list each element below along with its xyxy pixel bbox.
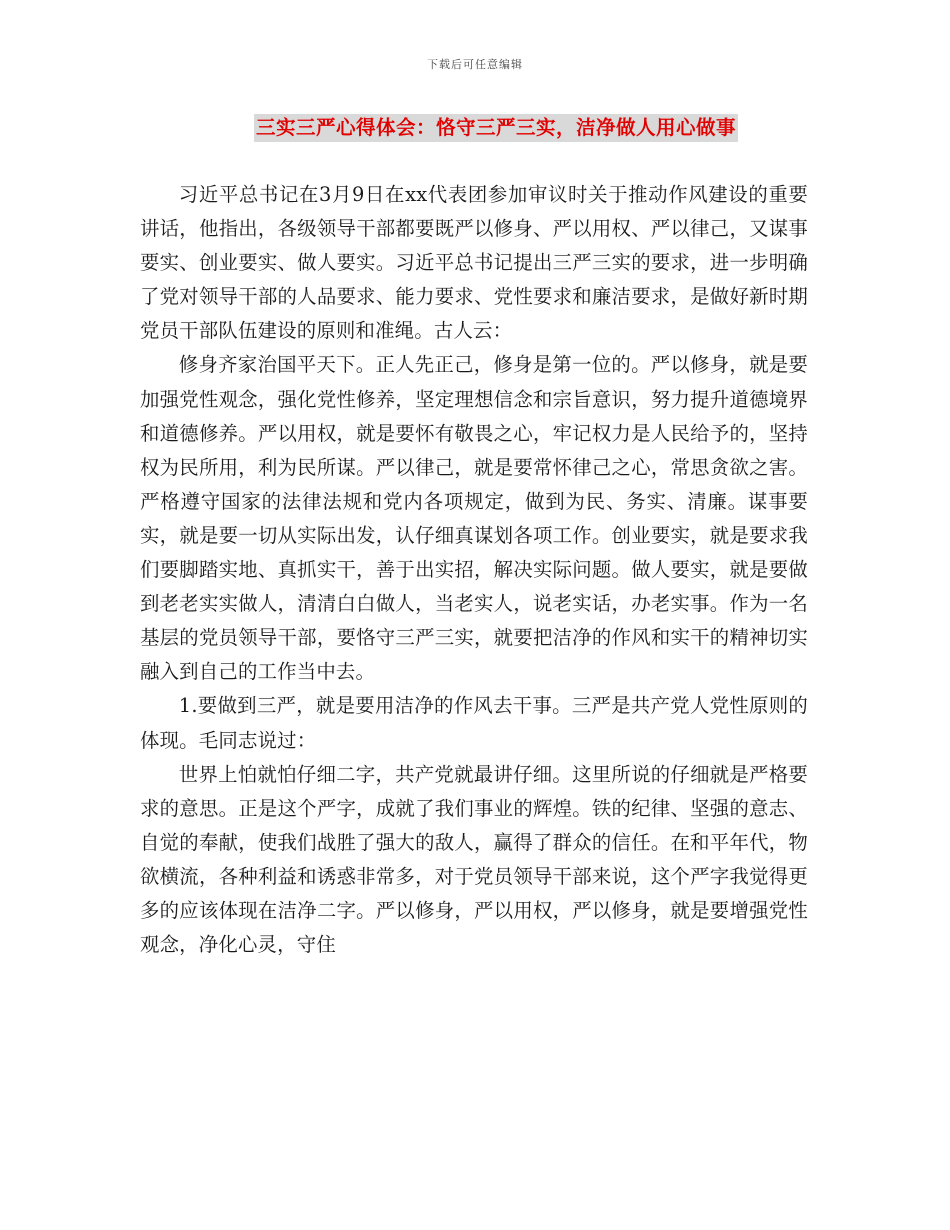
paragraph-1: 习近平总书记在3月9日在xx代表团参加审议时关于推动作风建设的重要讲话，他指出，各级领导干部都要既严以修身、严以用权、严以律己，又谋事要实、创业要实、做人要实。习近平总书记提出三严三实的要求，进一步明确了党对领导干部的人品要求、能力要求、党性要求和廉洁要求，是做好新时期党员干部队伍建设的原则和准绳。古人云： [140,183,808,343]
paragraph-2: 修身齐家治国平天下。正人先正己，修身是第一位的。严以修身，就是要加强党性观念，强化党性修养，坚定理想信念和宗旨意识，努力提升道德境界和道德修养。严以用权，就是要怀有敬畏之心，牢记权力是人民给予的，坚持权为民所用，利为民所谋。严以律己，就是要常怀律己之心，常思贪欲之害。严格遵守国家的法律法规和党内各项规定，做到为民、务实、清廉。谋事要实，就是要一切从实际出发，认仔细真谋划各项工作。创业要实，就是要求我们要脚踏实地、真抓实干，善于出实招，解决实际问题。做人要实，就是要做到老老实实做人，清清白白做人，当老实人，说老实话，办老实事。作为一名基层的党员领导干部，要恪守三严三实，就要把洁净的作风和实干的精神切实融入到自己的工作当中去。 [140,353,808,684]
paragraph-4: 世界上怕就怕仔细二字，共产党就最讲仔细。这里所说的仔细就是严格要求的意思。正是这个严字，成就了我们事业的辉煌。铁的纪律、坚强的意志、自觉的奉献，使我们战胜了强大的敌人，赢得了群众的信任。在和平年代，物欲横流，各种利益和诱惑非常多，对于党员领导干部来说，这个严字我觉得更多的应该体现在洁净二字。严以修身，严以用权，严以修身，就是要增强党性观念，净化心灵，守住 [140,762,808,957]
header-note: 下载后可任意编辑 [427,58,523,71]
document-body [140,178,808,962]
document-title: 三实三严心得体会：恪守三严三实，洁净做人用心做事 [254,114,738,142]
title-container [0,114,950,142]
paragraph-3: 1.要做到三严，就是要用洁净的作风去干事。三严是共产党人党性原则的体现。毛同志说过： [140,694,808,752]
